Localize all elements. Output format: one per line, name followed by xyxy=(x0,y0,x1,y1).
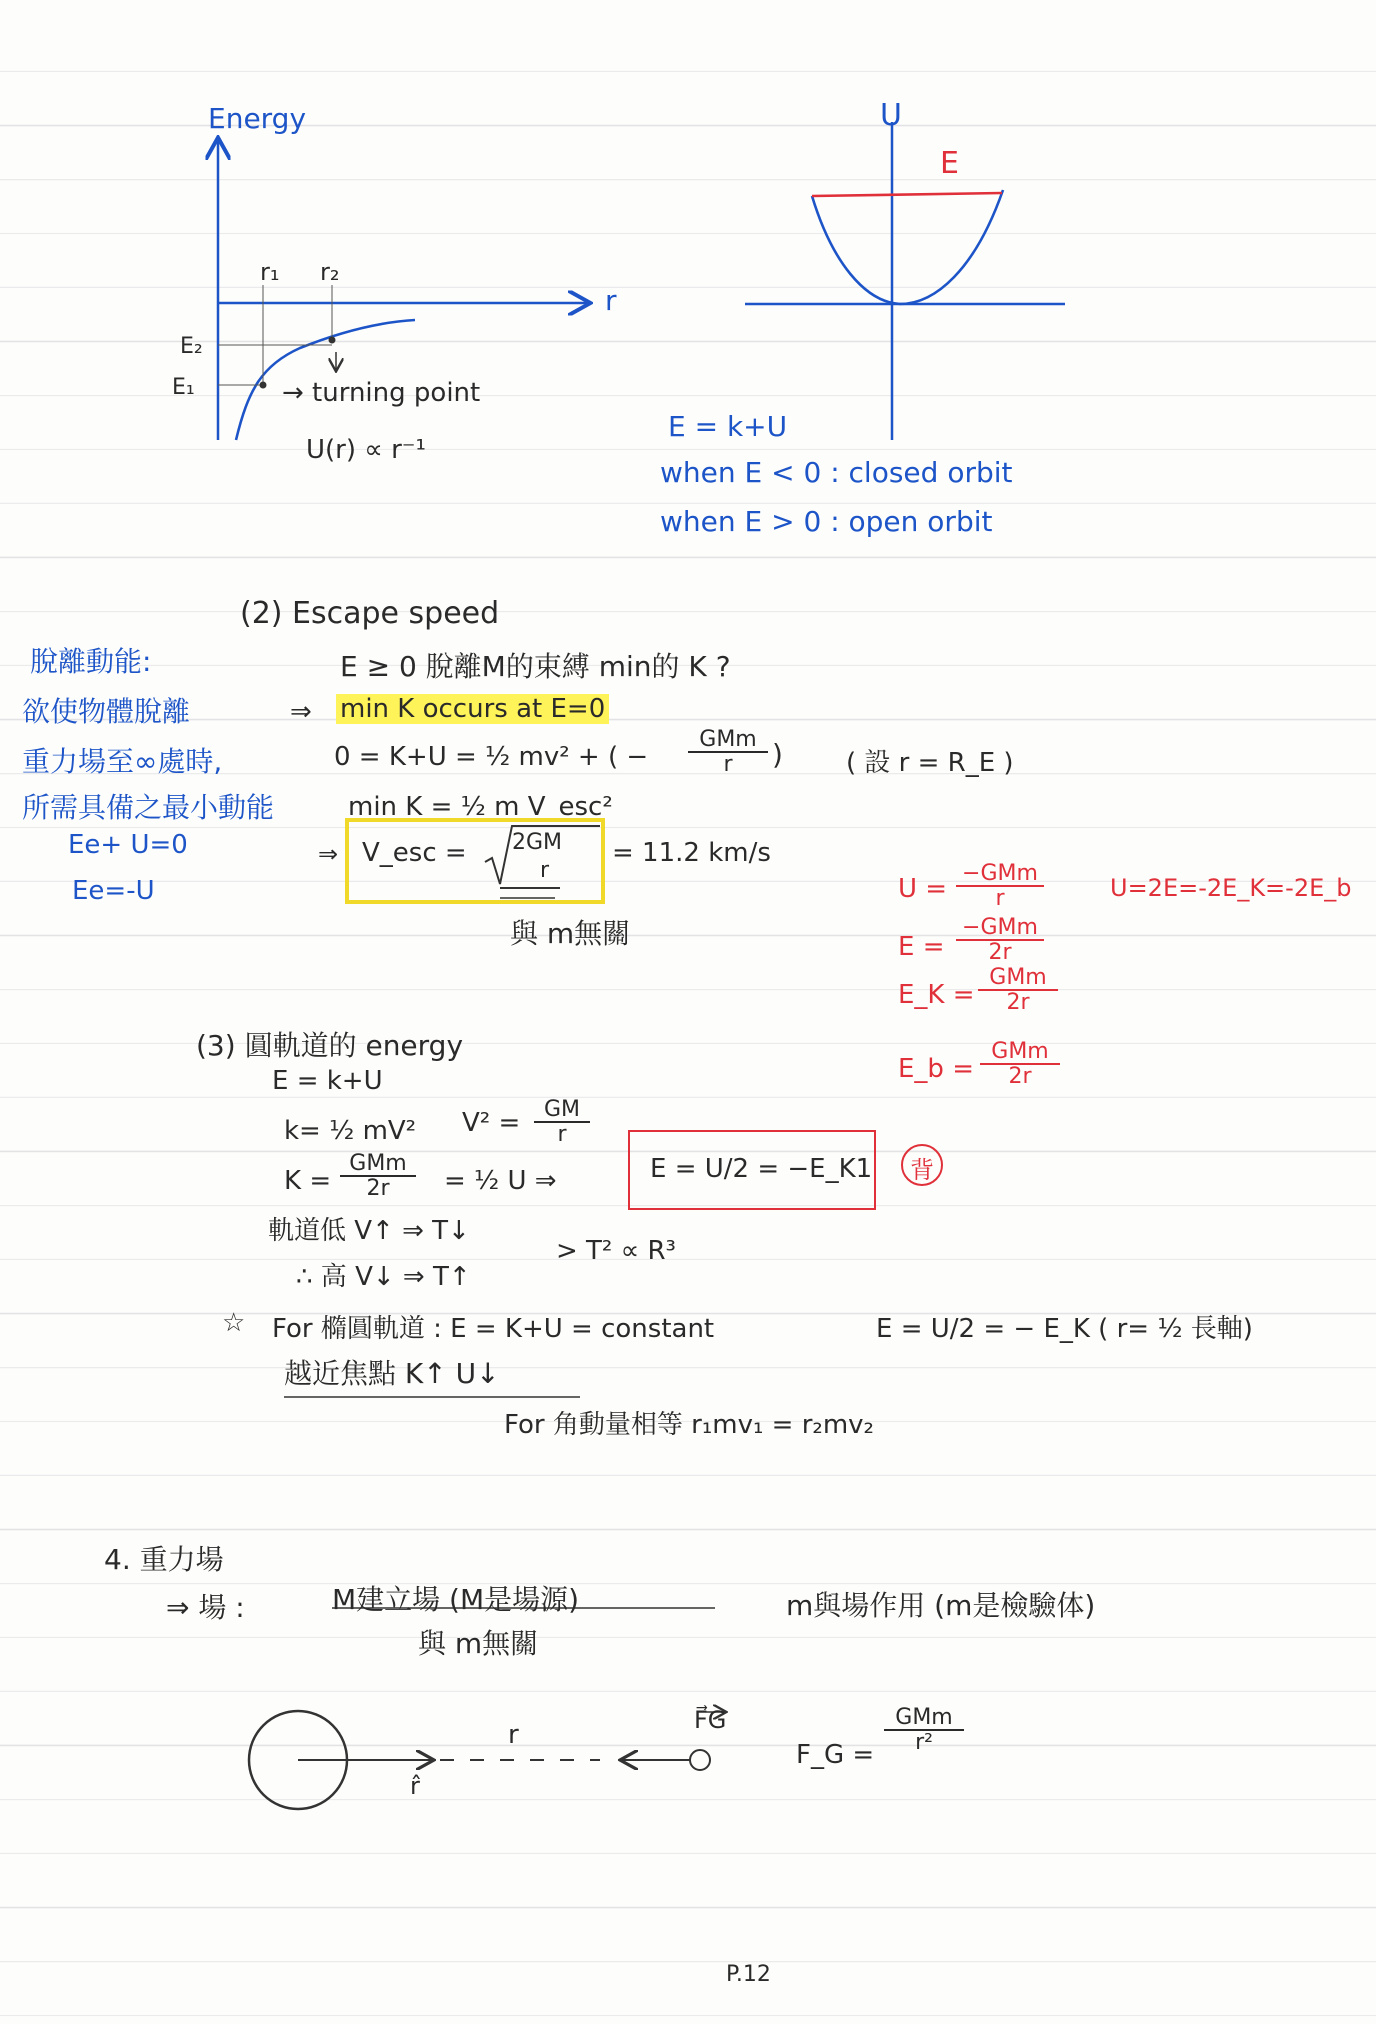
u-axis-label: U xyxy=(880,98,902,133)
escape-heading: (2) Escape speed xyxy=(240,596,500,631)
side-note-line5: Ee=-U xyxy=(72,876,155,906)
r-axis-label: r xyxy=(605,284,617,317)
energy-axis-label: Energy xyxy=(208,102,307,135)
sqrt-numerator: 2GM xyxy=(512,830,563,855)
side-note-line1: 欲使物體脫離 xyxy=(22,695,191,728)
min-k-eq: min K = ½ m V_esc² xyxy=(348,792,613,822)
near-focus-note: 越近焦點 K↑ U↓ xyxy=(284,1357,500,1390)
u-lhs: U = xyxy=(898,874,948,904)
implies-arrow: ⇒ xyxy=(290,697,312,727)
eq-close-paren: ) xyxy=(772,738,783,771)
eb-num: GMm xyxy=(980,1040,1060,1065)
e-level-label: E xyxy=(940,146,959,181)
implies-arrow-2: ⇒ xyxy=(318,840,339,868)
e-fraction xyxy=(956,916,1044,964)
e-num: −GMm xyxy=(956,916,1044,941)
fg-vector-label: F⃗G xyxy=(694,1706,727,1734)
closed-orbit-note: when E < 0 : closed orbit xyxy=(660,456,1013,489)
r2-label: r₂ xyxy=(320,258,340,286)
test-mass-m xyxy=(690,1750,710,1770)
circular-line1: E = k+U xyxy=(272,1066,383,1096)
angular-momentum-note: For 角動量相等 r₁mv₁ = r₂mv₂ xyxy=(504,1410,874,1440)
eb-fraction xyxy=(980,1040,1060,1088)
test-mass-note: m與場作用 (m是檢驗体) xyxy=(786,1589,1096,1622)
escape-speed-value: = 11.2 km/s xyxy=(612,838,771,868)
energy-chain-eq: U=2E=-2E_K=-2E_b xyxy=(1110,874,1352,902)
vesc-label: V_esc = xyxy=(362,838,467,868)
eb-den: 2r xyxy=(1008,1064,1032,1090)
frac-numerator: GMm xyxy=(688,728,768,753)
side-note-title: 脫離動能: xyxy=(30,645,152,678)
circular-heading: (3) 圓軌道的 energy xyxy=(196,1029,464,1062)
ek-num: GMm xyxy=(978,966,1058,991)
gravity-force-diagram xyxy=(249,1711,725,1809)
u-parabola xyxy=(812,190,1003,304)
set-r-note: ( 設 r = R_E ) xyxy=(846,748,1014,778)
parabola-graph xyxy=(745,122,1065,440)
gmm-over-r xyxy=(688,728,768,776)
circular-line2a: k= ½ mV² xyxy=(284,1116,417,1146)
e2-label: E₂ xyxy=(180,334,203,359)
e-den: 2r xyxy=(988,940,1012,966)
potential-relation: U(r) ∝ r⁻¹ xyxy=(306,435,426,465)
escape-question: E ≥ 0 脫離M的束縛 min的 K ? xyxy=(340,650,731,683)
circular-energy-result: E = U/2 = −E_K1 xyxy=(650,1154,873,1184)
circular-line4: 軌道低 V↑ ⇒ T↓ xyxy=(268,1216,470,1246)
e-lhs: E = xyxy=(898,932,945,962)
sqrt-denominator: r xyxy=(540,858,550,883)
kepler-third-law: > T² ∝ R³ xyxy=(556,1236,676,1266)
ek-den: 2r xyxy=(1006,990,1030,1016)
frac-denominator: r xyxy=(723,752,733,778)
u-fraction xyxy=(956,862,1044,910)
fg-den: r² xyxy=(915,1730,933,1756)
ellipse-orbit-eq-2: E = U/2 = − E_K ( r= ½ 長軸) xyxy=(876,1314,1253,1344)
r-hat-label: r̂ xyxy=(410,1772,420,1800)
side-note-line2: 重力場至∞處時, xyxy=(22,745,223,778)
l3-den: 2r xyxy=(366,1176,390,1202)
side-note-line4: Ee+ U=0 xyxy=(68,830,188,860)
fg-num: GMm xyxy=(884,1706,964,1731)
mass-independent-note: 與 m無關 xyxy=(510,917,631,950)
circular-line3b: = ½ U ⇒ xyxy=(444,1166,557,1196)
l3-num: GMm xyxy=(340,1152,416,1177)
gm-over-r xyxy=(534,1098,590,1146)
field-mass-independent: 與 m無關 xyxy=(418,1627,539,1660)
u-num: −GMm xyxy=(956,862,1044,887)
memorize-label: 背 xyxy=(910,1156,934,1184)
fg-fraction xyxy=(884,1706,964,1754)
circular-line3a: K = xyxy=(284,1166,332,1196)
fg-eq-lhs: F_G = xyxy=(796,1740,875,1770)
min-k-highlight: min K occurs at E=0 xyxy=(336,694,609,724)
circular-line2b: V² = xyxy=(462,1108,521,1138)
page-number: P.12 xyxy=(726,1962,771,1987)
field-arrow-label: ⇒ 場 : xyxy=(166,1591,245,1624)
r1-label: r₁ xyxy=(260,258,280,286)
circular-line5: ∴ 高 V↓ ⇒ T↑ xyxy=(296,1262,471,1292)
star-mark: ☆ xyxy=(222,1308,246,1338)
eb-lhs: E_b = xyxy=(898,1054,974,1084)
energy-sum-eq: E = k+U xyxy=(668,410,788,443)
e1-label: E₁ xyxy=(172,375,195,400)
gmm-over-2r xyxy=(340,1152,416,1200)
ellipse-orbit-eq: For 橢圓軌道 : E = K+U = constant xyxy=(272,1314,715,1344)
gm-num: GM xyxy=(534,1098,590,1123)
open-orbit-note: when E > 0 : open orbit xyxy=(660,505,993,538)
gm-den: r xyxy=(557,1122,567,1148)
side-note-line3: 所需具備之最小動能 xyxy=(22,791,275,824)
ek-lhs: E_K = xyxy=(898,980,975,1010)
ek-fraction xyxy=(978,966,1058,1014)
energy-zero-eq: 0 = K+U = ½ mv² + ( − xyxy=(334,742,649,772)
turning-point-label: → turning point xyxy=(282,378,481,408)
u-den: r xyxy=(995,886,1005,912)
gravity-field-heading: 4. 重力場 xyxy=(104,1543,224,1576)
field-definition: M建立場 (M是場源) xyxy=(332,1583,580,1616)
r-distance-label: r xyxy=(508,1720,519,1750)
energy-level-line xyxy=(812,193,1002,196)
